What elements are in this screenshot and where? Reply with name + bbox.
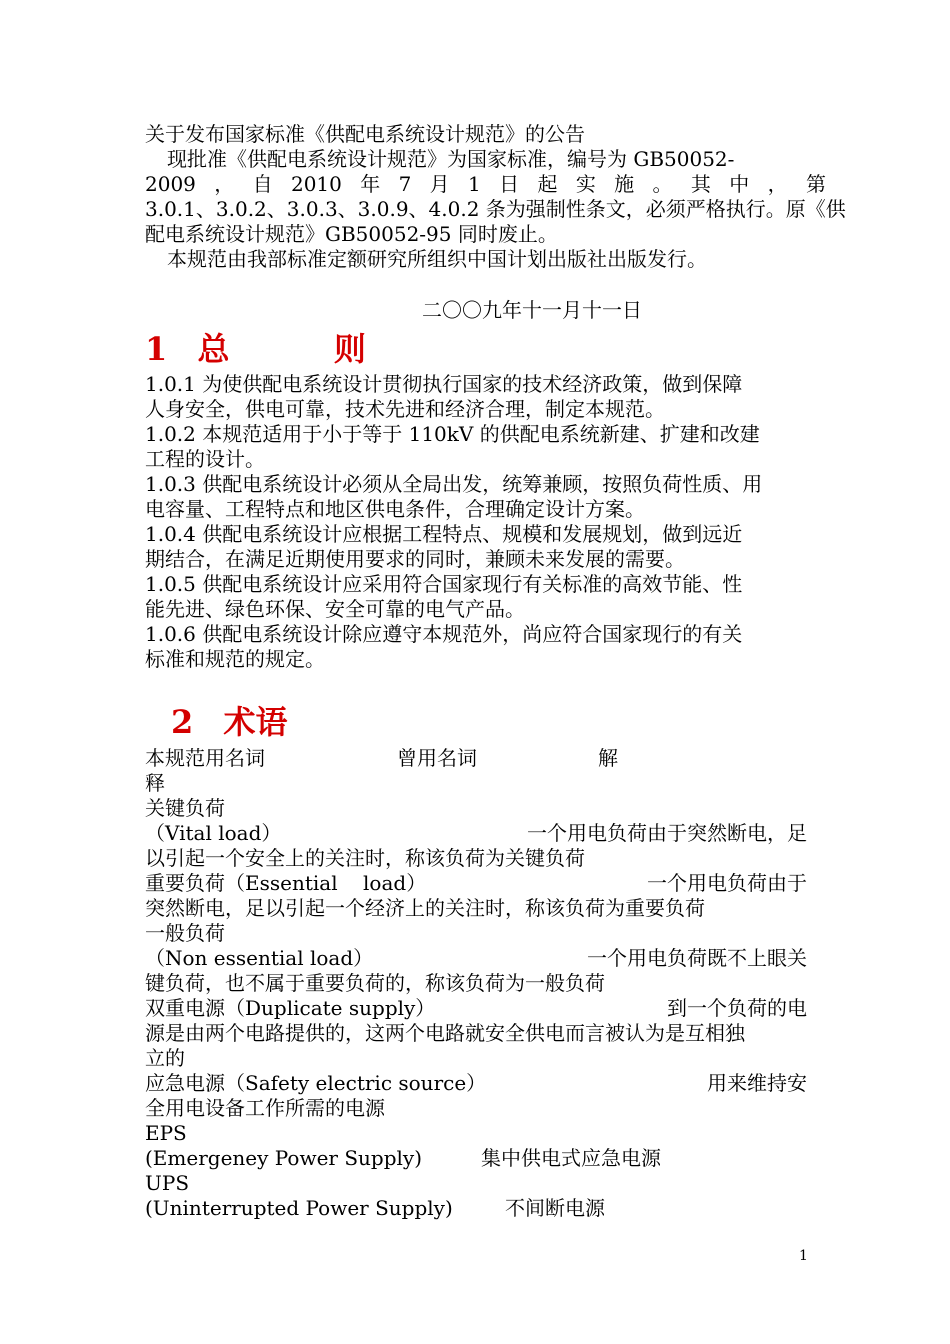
term-ups-english: (Uninterrupted Power Supply) <box>145 1196 453 1220</box>
term-essential-load-name: 重要负荷（Essential load） <box>145 871 427 895</box>
chapter-1-title-part-2: 则 <box>333 330 366 368</box>
announcement-paragraph-2: 本规范由我部标准定额研究所组织中国计划出版社出版发行。 <box>167 247 707 271</box>
term-safety-source-row <box>145 1071 807 1096</box>
chapter-1-clauses <box>145 372 807 672</box>
clause-1-0-5-line-1: 1.0.5 供配电系统设计应采用符合国家现行有关标准的高效节能、性 <box>145 572 743 596</box>
term-duplicate-supply-definition-1: 到一个负荷的电 <box>667 996 807 1020</box>
announcement-line-3: 3.0.1、3.0.2、3.0.3、3.0.9、4.0.2 条为强制性条文，必须严格执行。原《供 <box>145 197 846 221</box>
term-vital-load-english: （Vital load） <box>145 821 282 845</box>
term-vital-load-row <box>145 821 807 846</box>
term-non-essential-load-english: （Non essential load） <box>145 946 374 970</box>
announcement <box>145 122 846 272</box>
clause-1-0-2-line-2: 工程的设计。 <box>145 447 265 471</box>
term-essential-load-row <box>145 871 807 896</box>
term-eps-abbr: EPS <box>145 1121 187 1145</box>
clause-1-0-1-line-1: 1.0.1 为使供配电系统设计贯彻执行国家的技术经济政策，做到保障 <box>145 372 743 396</box>
announcement-title: 关于发布国家标准《供配电系统设计规范》的公告 <box>145 122 585 146</box>
chapter-2-number: 2 <box>171 703 194 741</box>
announcement-date-row <box>145 298 807 323</box>
term-vital-load-definition-2: 以引起一个安全上的关注时，称该负荷为关键负荷 <box>145 846 585 870</box>
announcement-line-2: 2009 ， 自 2010 年 7 月 1 日 起 实 施 。 其 中 ， 第 <box>145 172 826 196</box>
header-explanation-wrap: 释 <box>145 771 165 795</box>
term-vital-load-definition-1: 一个用电负荷由于突然断电，足 <box>527 821 807 845</box>
announcement-date: 二〇〇九年十一月十一日 <box>422 298 642 322</box>
chapter-1-number: 1 <box>145 330 168 368</box>
header-term: 本规范用名词 <box>145 746 265 770</box>
page-number: 1 <box>799 1248 808 1264</box>
term-ups-definition: 不间断电源 <box>505 1196 605 1220</box>
term-ups-row <box>145 1196 807 1221</box>
clause-1-0-3-line-1: 1.0.3 供配电系统设计必须从全局出发，统筹兼顾，按照负荷性质、用 <box>145 472 763 496</box>
term-non-essential-load-row <box>145 946 807 971</box>
clause-1-0-6-line-1: 1.0.6 供配电系统设计除应遵守本规范外，尚应符合国家现行的有关 <box>145 622 743 646</box>
term-eps-definition: 集中供电式应急电源 <box>481 1146 661 1170</box>
clause-1-0-3-line-2: 电容量、工程特点和地区供电条件，合理确定设计方案。 <box>145 497 645 521</box>
term-ups-abbr: UPS <box>145 1171 190 1195</box>
term-eps-english: (Emergeney Power Supply) <box>145 1146 423 1170</box>
clause-1-0-4-line-2: 期结合，在满足近期使用要求的同时，兼顾未来发展的需要。 <box>145 547 685 571</box>
clause-1-0-5-line-2: 能先进、绿色环保、安全可靠的电气产品。 <box>145 597 525 621</box>
clause-1-0-4-line-1: 1.0.4 供配电系统设计应根据工程特点、规模和发展规划，做到远近 <box>145 522 743 546</box>
term-safety-source-definition-1: 用来维持安 <box>707 1071 807 1095</box>
term-essential-load-definition-2: 突然断电，足以引起一个经济上的关注时，称该负荷为重要负荷 <box>145 896 705 920</box>
terms-table <box>145 746 807 1221</box>
terms-header-row <box>145 746 807 771</box>
term-safety-source-definition-2: 全用电设备工作所需的电源 <box>145 1096 385 1120</box>
clause-1-0-6-line-2: 标准和规范的规定。 <box>145 647 325 671</box>
chapter-1-title-part-1: 总 <box>197 330 230 368</box>
term-duplicate-supply-definition-3: 立的 <box>145 1046 185 1070</box>
chapter-1-heading <box>145 331 807 367</box>
term-duplicate-supply-definition-2: 源是由两个电路提供的，这两个电路就安全供电而言被认为是互相独 <box>145 1021 745 1045</box>
announcement-line-1: 现批准《供配电系统设计规范》为国家标准，编号为 GB50052- <box>167 147 735 171</box>
term-safety-source-name: 应急电源（Safety electric source） <box>145 1071 487 1095</box>
term-duplicate-supply-row <box>145 996 807 1021</box>
term-essential-load-definition-1: 一个用电负荷由于 <box>647 871 807 895</box>
term-duplicate-supply-name: 双重电源（Duplicate supply） <box>145 996 436 1020</box>
announcement-line-4: 配电系统设计规范》GB50052-95 同时废止。 <box>145 222 558 246</box>
term-non-essential-load-definition-1: 一个用电负荷既不上眼关 <box>587 946 807 970</box>
clause-1-0-2-line-1: 1.0.2 本规范适用于小于等于 110kV 的供配电系统新建、扩建和改建 <box>145 422 760 446</box>
term-non-essential-load-definition-2: 键负荷，也不属于重要负荷的，称该负荷为一般负荷 <box>145 971 605 995</box>
term-vital-load-name: 关键负荷 <box>145 796 225 820</box>
header-former-term: 曾用名词 <box>397 746 477 770</box>
chapter-2-title: 术语 <box>223 703 288 741</box>
term-eps-row <box>145 1146 807 1171</box>
chapter-2-heading <box>145 704 807 740</box>
header-explanation: 解 <box>598 746 618 770</box>
term-non-essential-load-name: 一般负荷 <box>145 921 225 945</box>
clause-1-0-1-line-2: 人身安全，供电可靠，技术先进和经济合理，制定本规范。 <box>145 397 665 421</box>
